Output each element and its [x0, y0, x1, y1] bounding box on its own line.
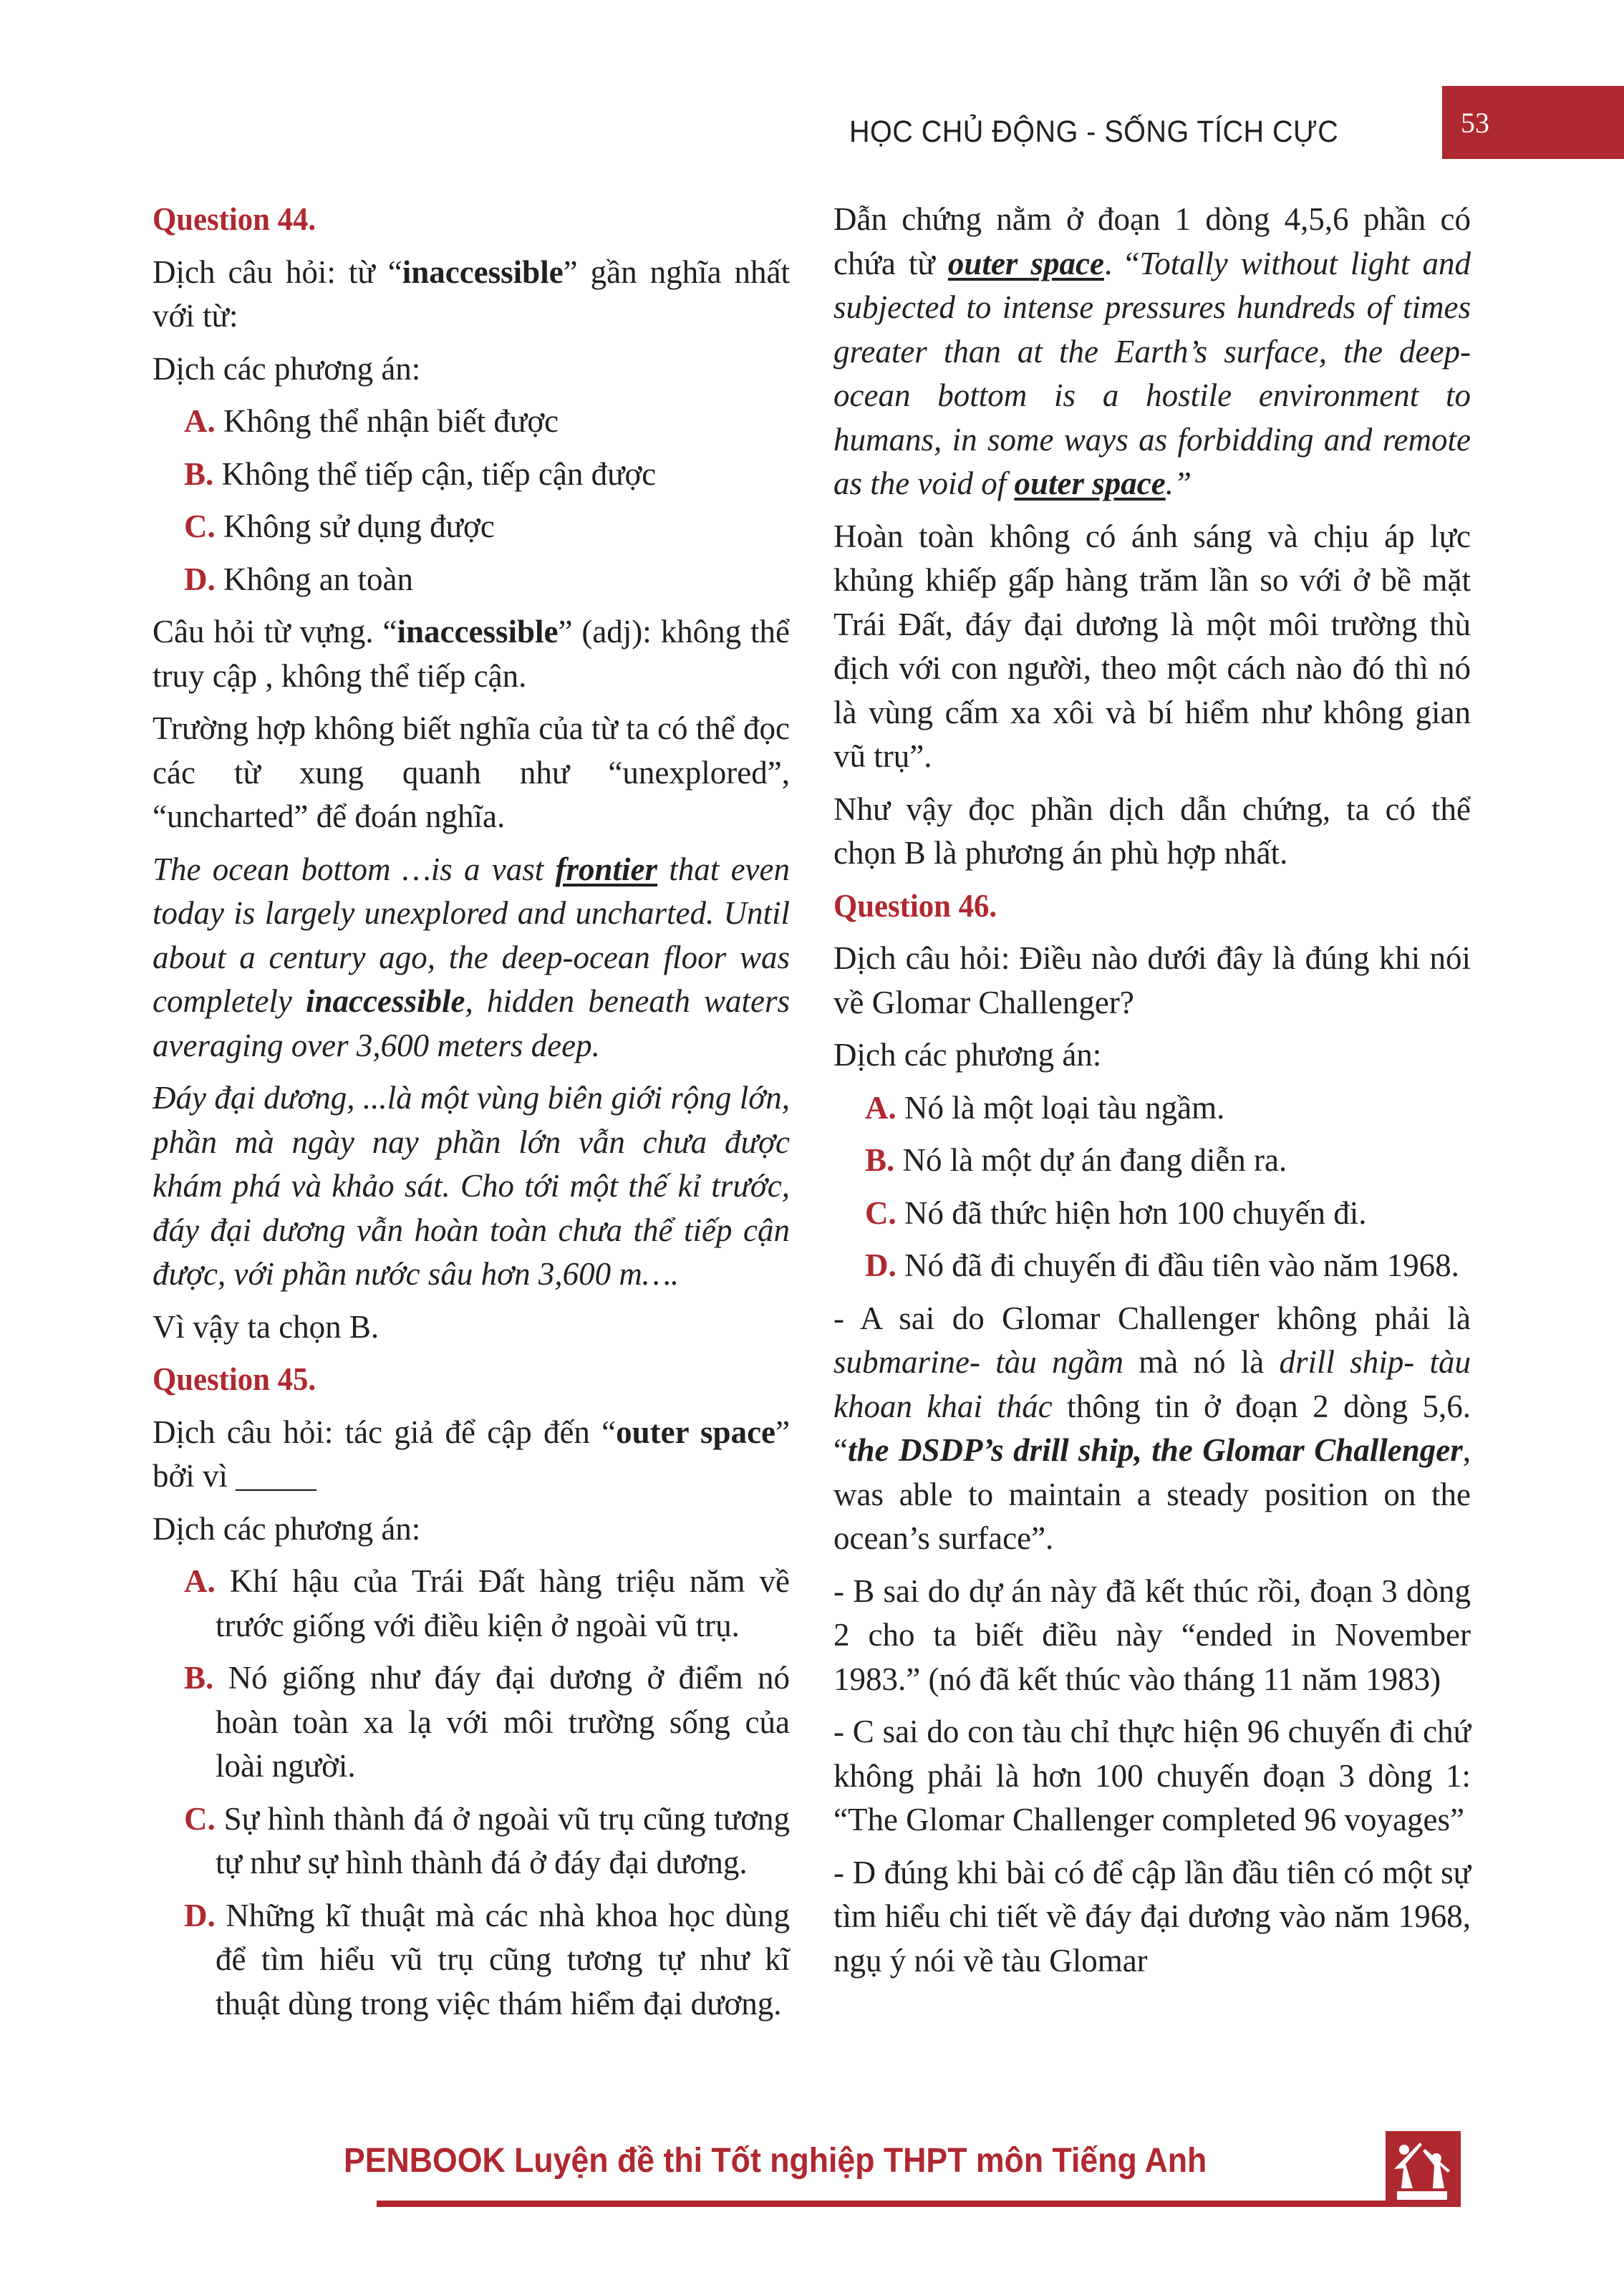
right-column [833, 198, 1471, 1991]
paragraph [153, 848, 790, 1068]
text-run: Sự hình thành đá ở ngoài vũ trụ cũng tương tự như sự hình thành đá ở đáy đại dương. [216, 1800, 790, 1880]
answer-option [153, 1797, 790, 1885]
option-letter: B. [184, 455, 222, 492]
paragraph [833, 937, 1471, 1025]
text-run: Nó đã đi chuyến đi đầu tiên vào năm 1968. [904, 1247, 1459, 1283]
paragraph [833, 515, 1471, 779]
text-run: - B sai do dự án này đã kết thúc rồi, đoạn 3 dòng 2 cho ta biết điều này “ended in November 1983.” (nó đã kết thúc vào tháng 11 năm 1983) [833, 1573, 1471, 1697]
text-run: that even today is largely unexplored and uncharted. Until about a century ago, the deep-ocean floor was completely [153, 851, 790, 1019]
option-letter: C. [865, 1194, 904, 1231]
option-letter: D. [184, 1897, 226, 1933]
text-run: outer space [1014, 465, 1166, 501]
text-run: Dịch câu hỏi: tác giả để cập đến “ [153, 1414, 617, 1450]
paragraph [153, 251, 790, 339]
option-letter: D. [184, 561, 223, 597]
option-letter: A. [865, 1089, 904, 1126]
answer-option [833, 1192, 1471, 1236]
option-letter: C. [184, 508, 223, 544]
text-run: Dịch câu hỏi: Điều nào dưới đây là đúng khi nói về Glomar Challenger? [833, 940, 1471, 1020]
paragraph [153, 1411, 790, 1499]
left-column [153, 198, 790, 2034]
paragraph [833, 1570, 1471, 1702]
text-run: Nó là một dự án đang diễn ra. [902, 1142, 1287, 1178]
answer-option [153, 1656, 790, 1789]
text-run: drill ship- tàu khoan khai thác [833, 1344, 1471, 1424]
text-run: Không thể tiếp cận, tiếp cận được [221, 455, 657, 492]
text-run: thông tin ở đoạn 2 dòng 5,6. “ [833, 1388, 1471, 1468]
question-heading: Question 46. [833, 887, 997, 924]
text-run: Như vậy đọc phần dịch dẫn chứng, ta có thể chọn B là phương án phù hợp nhất. [833, 791, 1471, 871]
text-run: Nó đã thức hiện hơn 100 chuyến đi. [904, 1194, 1367, 1231]
text-run: Vì vậy ta chọn B. [153, 1308, 380, 1345]
text-run: - D đúng khi bài có để cập lần đầu tiên có một sự tìm hiểu chi tiết về đáy đại dương vào năm 1968, ngụ ý nói về tàu Glomar [833, 1854, 1471, 1979]
text-run: Nó giống như đáy đại dương ở điểm nó hoàn toàn xa lạ với môi trường sống của loài người. [216, 1660, 790, 1784]
text-run: .” [1165, 465, 1192, 501]
text-run: . “ [1104, 245, 1140, 281]
paragraph [833, 788, 1471, 876]
option-letter: A. [184, 1563, 230, 1599]
paragraph [153, 610, 790, 698]
option-letter: B. [184, 1660, 228, 1696]
page-number: 53 [1461, 107, 1489, 139]
text-run: submarine- tàu ngầm [833, 1344, 1123, 1380]
text-run: frontier [555, 851, 658, 887]
text-run: mà nó là [1123, 1344, 1280, 1380]
answer-option [833, 1139, 1471, 1183]
answer-option [833, 1086, 1471, 1131]
text-run: Hoàn toàn không có ánh sáng và chịu áp lực khủng khiếp gấp hàng trăm lần so với ở bề mặt Trái Đất, đáy đại dương là một môi trường thù địch với con người, theo một cách nào đó thì nó là vùng cấm xa xôi và bí hiểm như không gian vũ trụ”. [833, 518, 1471, 774]
text-run: Dịch các phương án: [153, 1510, 421, 1547]
text-run: ” bởi vì _____ [153, 1414, 790, 1494]
text-run: Đáy đại dương, ...là một vùng biên giới rộng lớn, phần mà ngày nay phần lớn vẫn chưa được khám phá và khảo sát. Cho tới một thế kỉ trước, đáy đại dương vẫn hoàn toàn chưa thể tiếp cận được, với phần nước sâu hơn 3,600 m…. [153, 1080, 790, 1292]
paragraph [833, 1033, 1471, 1078]
paragraph [153, 1076, 790, 1297]
option-letter: D. [865, 1247, 904, 1283]
text-run: inaccessible [397, 614, 559, 649]
answer-option [153, 505, 790, 549]
question-heading: Question 44. [153, 201, 316, 237]
text-run: inaccessible [402, 253, 564, 290]
paragraph [833, 1297, 1471, 1561]
text-run: Dịch các phương án: [153, 350, 421, 387]
footer-book-title: PENBOOK Luyện đề thi Tốt nghiệp THPT môn Tiếng Anh [344, 2142, 1207, 2180]
text-run: - C sai do con tàu chỉ thực hiện 96 chuyến đi chứ không phải là hơn 100 chuyến đoạn 3 dòng 1: “The Glomar Challenger completed 96 voyages” [833, 1714, 1471, 1837]
paragraph [153, 1507, 790, 1552]
text-run: inaccessible [306, 983, 465, 1019]
paragraph [153, 1305, 790, 1350]
paragraph [833, 1710, 1471, 1842]
text-run: Trường hợp không biết nghĩa của từ ta có thể đọc các từ xung quanh như “unexplored”, “uncharted” để đoán nghĩa. [153, 710, 790, 834]
answer-option [153, 1894, 790, 2027]
two-people-cheering-icon [1386, 2131, 1461, 2207]
paragraph [153, 707, 790, 839]
text-run: Dịch câu hỏi: từ “ [153, 253, 402, 290]
text-run: , hidden beneath waters averaging over 3,600 meters deep. [153, 983, 790, 1063]
question-heading: Question 45. [153, 1361, 316, 1397]
text-run: Những kĩ thuật mà các nhà khoa học dùng để tìm hiểu vũ trụ cũng tương tự như kĩ thuật dùng trong việc thám hiểm đại dương. [216, 1897, 791, 2022]
text-run: outer space [616, 1414, 776, 1450]
option-letter: B. [865, 1142, 903, 1178]
text-run: Không thể nhận biết được [223, 403, 559, 439]
answer-option [153, 1560, 790, 1648]
paragraph [153, 347, 790, 392]
text-run: Dẫn chứng nằm ở đoạn 1 dòng 4,5,6 phần có chứa từ [833, 201, 1471, 281]
paragraph [833, 1851, 1471, 1984]
text-run: outer space [947, 245, 1104, 281]
text-run: Dịch các phương án: [833, 1037, 1102, 1073]
text-run: ” (adj): không thể truy cập , không thể tiếp cận. [153, 614, 791, 694]
answer-option [153, 558, 790, 602]
answer-option [153, 453, 790, 497]
text-run: Không an toàn [223, 561, 413, 597]
text-run: Câu hỏi từ vựng. “ [153, 614, 397, 649]
answer-option [833, 1244, 1471, 1288]
text-run: Khí hậu của Trái Đất hàng triệu năm về trước giống với điều kiện ở ngoài vũ trụ. [216, 1563, 790, 1643]
option-letter: A. [184, 403, 223, 439]
text-run: Totally without light and subjected to intense pressures hundreds of times greater than at the Earth’s surface, the deep-ocean bottom is a hostile environment to humans, in some ways as forbidding and remote as the void of [833, 245, 1471, 501]
text-run: , was able to maintain a steady position on the ocean’s surface”. [833, 1432, 1471, 1556]
text-run: ” gần nghĩa nhất với từ: [153, 253, 790, 334]
paragraph [833, 198, 1471, 506]
running-head-title: HỌC CHỦ ĐỘNG - SỐNG TÍCH CỰC [849, 115, 1339, 149]
text-run: the DSDP’s drill ship, the Glomar Challenger [847, 1432, 1463, 1468]
text-run: The ocean bottom …is a vast [153, 851, 556, 887]
option-letter: C. [184, 1800, 224, 1837]
text-run: Nó là một loại tàu ngầm. [904, 1089, 1225, 1126]
answer-option [153, 400, 790, 444]
text-run: Không sử dụng được [223, 508, 495, 544]
footer-rule [377, 2201, 1461, 2207]
text-run: - A sai do Glomar Challenger không phải là [833, 1300, 1471, 1336]
